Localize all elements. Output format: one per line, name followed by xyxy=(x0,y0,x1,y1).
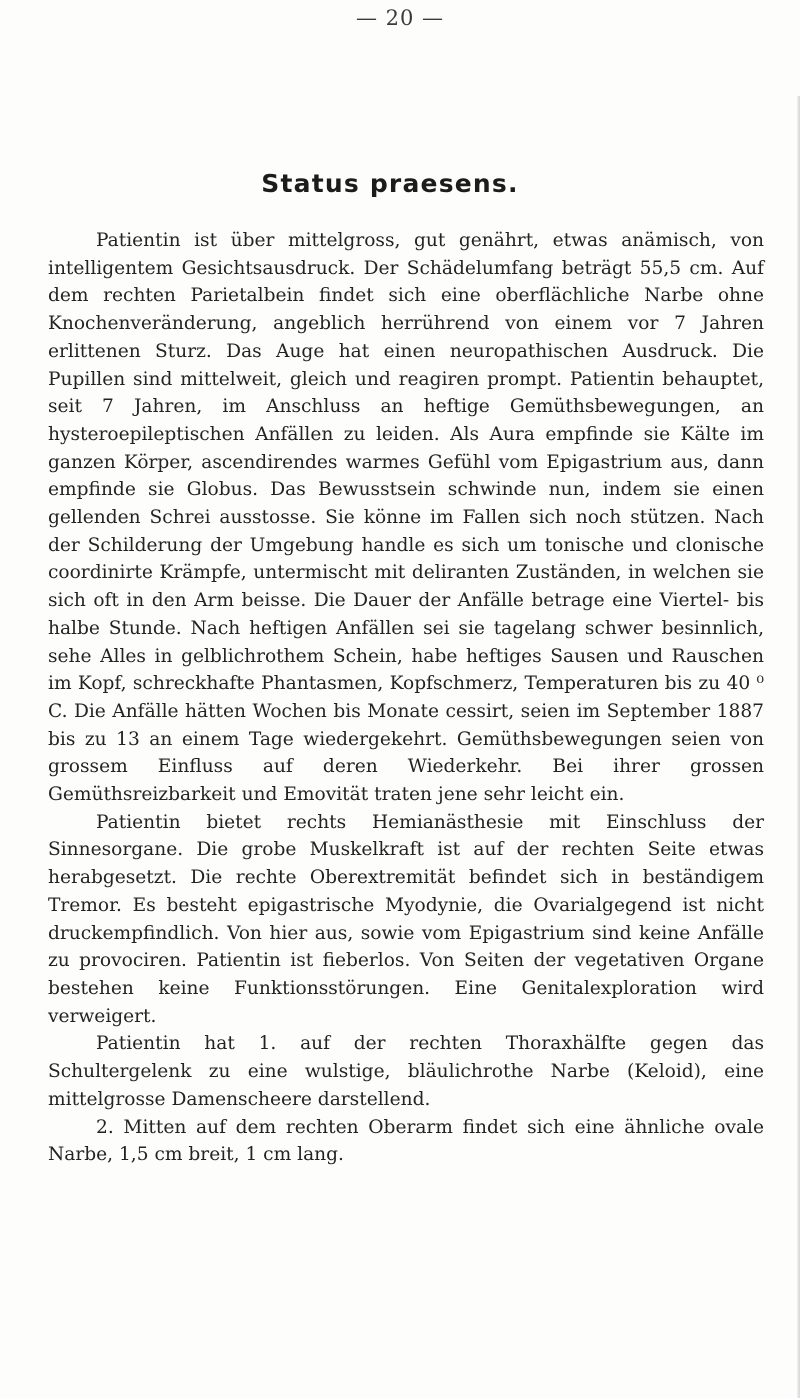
paragraph-anamnesis: Patientin ist über mittelgross, gut genährt, etwas anämisch, von intelligentem Gesichtsausdruck. Der Schädelumfang beträgt 55,5 cm. Auf dem rechten Parietalbein findet sich eine oberflächliche Narbe ohne Knochenveränderung, angeblich herrührend von einem vor 7 Jahren erlittenen Sturz. Das Auge hat einen neuropathischen Ausdruck. Die Pupillen sind mittelweit, gleich und reagiren prompt. Patientin behauptet, seit 7 Jahren, im Anschluss an heftige Gemüthsbewegungen, an hysteroepileptischen Anfällen zu leiden. Als Aura empfinde sie Kälte im ganzen Körper, ascendirendes warmes Gefühl vom Epigastrium aus, dann empfinde sie Globus. Das Bewusstsein schwinde nun, indem sie einen gellenden Schrei ausstosse. Sie könne im Fallen sich noch stützen. Nach der Schilderung der Umgebung handle es sich um tonische und clonische coordinirte Krämpfe, untermischt mit deliranten Zuständen, in welchen sie sich oft in den Arm beisse. Die Dauer der Anfälle betrage eine Viertel- bis halbe Stunde. Nach heftigen Anfällen sei sie tagelang schwer besinnlich, sehe Alles in gelblichrothem Schein, habe heftiges Sausen und Rauschen im Kopf, schreckhafte Phantasmen, Kopfschmerz, Temperaturen bis zu 40 ⁰ C. Die Anfälle hätten Wochen bis Monate cessirt, seien im September 1887 bis zu 13 an einem Tage wiedergekehrt. Gemüthsbewegungen seien von grossem Einfluss auf deren Wiederkehr. Bei ihrer grossen Gemüthsreizbarkeit und Emovität traten jene sehr leicht ein. xyxy=(48,230,764,806)
paragraph-scar-2: 2. Mitten auf dem rechten Oberarm findet sich eine ähnliche ovale Narbe, 1,5 cm breit, 1 cm lang. xyxy=(48,1116,764,1166)
body-text xyxy=(48,227,764,1169)
page-number: — 20 — xyxy=(355,6,445,30)
paragraph-scar-1: Patientin hat 1. auf der rechten Thoraxhälfte gegen das Schultergelenk zu eine wulstige, bläulichrothe Narbe (Keloid), eine mittelgrosse Damenscheere darstellend. xyxy=(48,1033,764,1110)
section-heading: Status praesens. xyxy=(261,169,519,198)
paragraph-examination: Patientin bietet rechts Hemianästhesie mit Einschluss der Sinnesorgane. Die grobe Muskelkraft ist auf der rechten Seite etwas herabgesetzt. Die rechte Oberextremität befindet sich in beständigem Tremor. Es besteht epigastrische Myodynie, die Ovarialgegend ist nicht druckempfindlich. Von hier aus, sowie vom Epigastrium sind keine Anfälle zu provociren. Patientin ist fieberlos. Von Seiten der vegetativen Organe bestehen keine Funktionsstörungen. Eine Genitalexploration wird verweigert. xyxy=(48,811,764,1027)
